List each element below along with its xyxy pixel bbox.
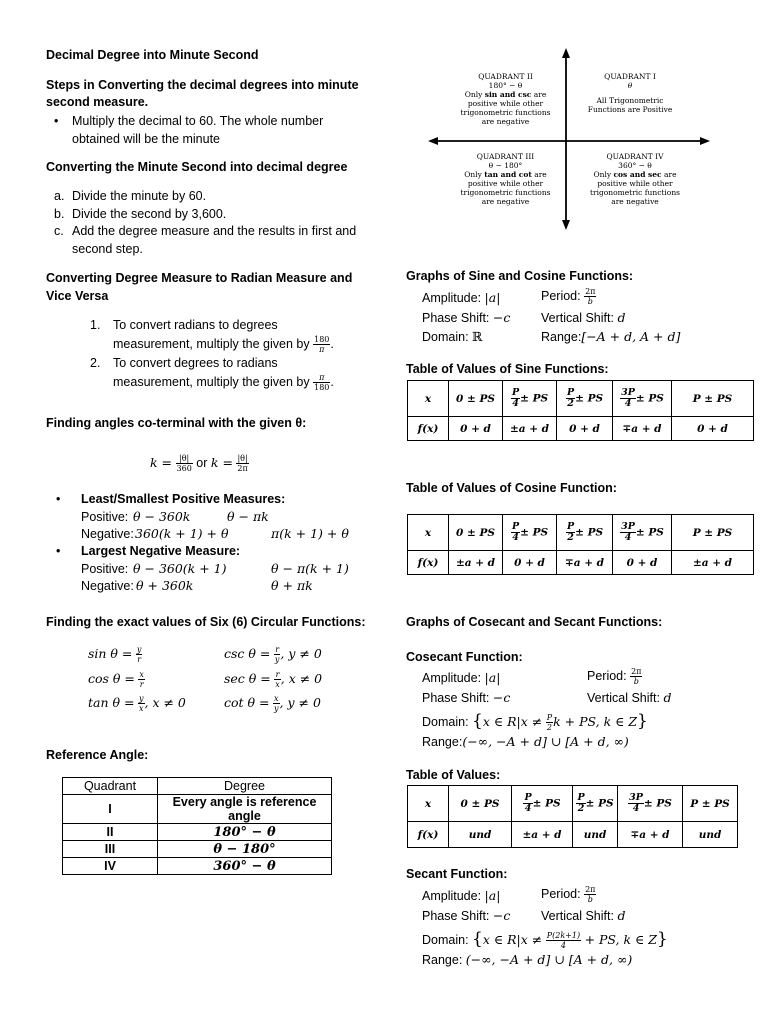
quadrant-3-label: QUADRANT III θ − 180° Only tan and cot are positive while other trigonometric functions are negative <box>460 152 551 206</box>
table-header: $\frac{3P}{4}$ ± PS <box>613 381 672 417</box>
range: Range:[−A + d, A + d] <box>541 329 681 344</box>
least-positive-1: θ − 360k <box>133 509 191 524</box>
radian-heading: Converting Degree Measure to Radian Measure and Vice Versa <box>46 271 353 303</box>
least-negative-label: Negative: <box>81 527 134 541</box>
table-row <box>408 381 754 417</box>
sec-vertical-shift: Vertical Shift: d <box>541 908 626 923</box>
table-row <box>63 778 332 795</box>
table-header: $\frac{P}{4}$ ± PS <box>512 786 573 822</box>
table-cell: IV <box>63 858 158 875</box>
cosecant-table <box>407 785 738 848</box>
circular-heading: Finding the exact values of Six (6) Circular Functions: <box>46 615 366 629</box>
table-cell: und <box>449 822 512 848</box>
table-cell: ±a + d <box>672 551 754 575</box>
table-cell: und <box>573 822 618 848</box>
csc-domain: Domain: {x ∈ R|x ≠ $\frac{P}{2}$ k + PS, k ∈ Z} <box>422 711 648 733</box>
list-marker: c. <box>54 224 64 238</box>
largest-negative-1: θ + 360k <box>136 578 194 593</box>
table-cell: f(x) <box>408 822 449 848</box>
sec-amplitude: Amplitude: |a| <box>422 888 501 903</box>
table-cell: und <box>683 822 738 848</box>
largest-positive-1: θ − 360(k + 1) <box>133 561 227 576</box>
list-text: To convert radians to degrees measurement, multiply the given by <box>113 318 310 351</box>
secant-heading: Secant Function: <box>406 867 508 881</box>
table-row <box>63 858 332 875</box>
bullet-dot: • <box>56 544 61 558</box>
quadrant-2-label: QUADRANT II 180° − θ Only sin and csc are positive while other trigonometric functions are negative <box>460 72 551 126</box>
least-positive-label: Positive: <box>81 510 129 524</box>
cosecant-heading: Cosecant Function: <box>406 650 523 664</box>
min-sec-list <box>54 188 364 258</box>
amplitude: Amplitude: |a| <box>422 290 501 305</box>
table-cell: III <box>63 841 158 858</box>
list-marker: b. <box>54 206 65 221</box>
reference-heading: Reference Angle: <box>46 748 149 762</box>
sine-table-heading: Table of Values of Sine Functions: <box>406 362 609 376</box>
table-header: $\frac{3P}{4}$ ± PS <box>613 515 672 551</box>
table-cell: ±a + d <box>503 417 557 441</box>
table-header: 0 ± PS <box>449 515 503 551</box>
list-marker: a. <box>54 189 65 203</box>
list-text: Divide the minute by 60. <box>72 189 207 203</box>
table-row <box>63 841 332 858</box>
table-cell: I <box>63 795 158 824</box>
fraction: $\frac{180}{\pi}$ <box>314 335 330 355</box>
circ-cos: cos θ = $\frac{x}{r}$ <box>88 670 144 689</box>
quadrant-4-label: QUADRANT IV 360° − θ Only cos and sec are positive while other trigonometric functions are negative <box>589 152 681 206</box>
table-cell: ∓a + d <box>613 417 672 441</box>
least-negative-2: π(k + 1) + θ <box>271 526 349 541</box>
csc-amplitude: Amplitude: |a| <box>422 670 501 685</box>
table-header: $\frac{P}{2}$ ± PS <box>557 381 613 417</box>
list-text: To convert degrees to radians measurement, multiply the given by <box>113 356 310 390</box>
csc-table-heading: Table of Values: <box>406 768 501 782</box>
table-cell: II <box>63 824 158 841</box>
csc-range: Range:(−∞, −A + d] ∪ [A + d, ∞) <box>422 734 629 749</box>
bullet-dot: • <box>56 492 61 506</box>
csc-vertical-shift: Vertical Shift: d <box>587 690 672 705</box>
radian-list <box>90 316 360 392</box>
table-cell: 0 + d <box>672 417 754 441</box>
csc-phase-shift: Phase Shift: −c <box>422 690 511 705</box>
table-header: x <box>408 515 449 551</box>
table-row <box>408 417 754 441</box>
circ-cot: cot θ = $\frac{x}{y}$ , y ≠ 0 <box>224 694 321 713</box>
csc-period: Period: $\frac{2\pi}{b}$ <box>587 667 642 686</box>
circ-sec: sec θ = $\frac{r}{x}$ , x ≠ 0 <box>224 670 323 689</box>
least-negative-1: 360(k + 1) + θ <box>135 526 229 541</box>
table-cell: 180° − θ <box>158 824 332 841</box>
table-row <box>408 786 738 822</box>
table-header: x <box>408 786 449 822</box>
quadrant-1-label: QUADRANT I θ All Trigonometric Functions are Positive <box>587 72 673 114</box>
table-header: $\frac{P}{2}$ ± PS <box>573 786 618 822</box>
table-row <box>408 822 738 848</box>
largest-positive-label: Positive: <box>81 562 129 576</box>
table-row <box>408 515 754 551</box>
table-header: $\frac{P}{4}$ ± PS <box>503 515 557 551</box>
table-cell: ∓a + d <box>557 551 613 575</box>
steps-bullet-text: Multiply the decimal to 60. The whole number obtained will be the minute <box>72 114 324 146</box>
list-marker: 2. <box>90 356 101 371</box>
table-cell: ±a + d <box>449 551 503 575</box>
table-header: Degree <box>158 778 332 795</box>
table-header: $\frac{P}{2}$ ± PS <box>557 515 613 551</box>
table-header: P ± PS <box>683 786 738 822</box>
list-item <box>54 223 364 258</box>
sec-range: Range: (−∞, −A + d] ∪ [A + d, ∞) <box>422 952 633 967</box>
sec-domain: Domain: {x ∈ R|x ≠ $\frac{P(2k+1)}{4}$ + PS, k ∈ Z} <box>422 929 668 951</box>
cosine-table <box>407 514 754 575</box>
coterminal-heading: Finding angles co-terminal with the given θ: <box>46 416 307 430</box>
table-header: x <box>408 381 449 417</box>
sec-period: Period: $\frac{2\pi}{b}$ <box>541 885 596 904</box>
table-cell: f(x) <box>408 417 449 441</box>
largest-negative-label: Negative: <box>81 579 134 593</box>
table-cell: θ − 180° <box>158 841 332 858</box>
list-text: Divide the second by 3,600. <box>72 206 227 221</box>
largest-positive-2: θ − π(k + 1) <box>271 561 349 576</box>
table-cell: 0 + d <box>449 417 503 441</box>
list-item: 1. To convert radians to degrees measurement, multiply the given by $\frac{180}{\pi}$ . <box>90 318 334 355</box>
section-title-decimal: Decimal Degree into Minute Second <box>46 48 259 62</box>
list-marker: 1. <box>90 318 101 332</box>
circ-tan: tan θ = $\frac{y}{x}$ , x ≠ 0 <box>88 694 186 713</box>
vertical-shift: Vertical Shift: d <box>541 310 626 325</box>
list-item <box>54 206 364 224</box>
table-cell: f(x) <box>408 551 449 575</box>
table-cell: ±a + d <box>512 822 573 848</box>
coterminal-formula: k = $\frac{|\theta|}{360}$ or k = $\frac{|\theta|}{2\pi}$ <box>150 454 248 473</box>
cos-table-heading: Table of Values of Cosine Function: <box>406 481 617 495</box>
csc-sec-heading: Graphs of Cosecant and Secant Functions: <box>406 615 663 629</box>
table-row <box>408 551 754 575</box>
circ-csc: csc θ = $\frac{r}{y}$ , y ≠ 0 <box>224 645 322 664</box>
table-row <box>63 824 332 841</box>
table-cell: 0 + d <box>557 417 613 441</box>
sec-phase-shift: Phase Shift: −c <box>422 908 511 923</box>
table-header: $\frac{3P}{4}$ ± PS <box>618 786 683 822</box>
table-cell: Every angle is reference angle <box>158 795 332 824</box>
table-header: P ± PS <box>672 381 754 417</box>
table-row <box>63 795 332 824</box>
table-cell: 360° − θ <box>158 858 332 875</box>
table-cell: ∓a + d <box>618 822 683 848</box>
least-heading: Least/Smallest Positive Measures: <box>81 492 286 506</box>
period: Period: $\frac{2\pi}{b}$ <box>541 287 596 306</box>
sincos-heading: Graphs of Sine and Cosine Functions: <box>406 269 634 283</box>
steps-heading: Steps in Converting the decimal degrees into minute second measure. <box>46 78 359 109</box>
domain: Domain: ℝ <box>422 329 483 344</box>
list-text: Add the degree measure and the results in first and second step. <box>72 224 357 256</box>
table-header: 0 ± PS <box>449 786 512 822</box>
table-header: Quadrant <box>63 778 158 795</box>
reference-angle-table <box>62 777 332 875</box>
largest-negative-2: θ + πk <box>271 578 313 593</box>
fraction: $\frac{\pi}{180}$ <box>314 373 330 393</box>
table-cell: 0 + d <box>613 551 672 575</box>
steps-bullet <box>54 112 354 148</box>
largest-heading: Largest Negative Measure: <box>81 544 241 558</box>
phase-shift: Phase Shift: −c <box>422 310 511 325</box>
circ-sin: sin θ = $\frac{y}{r}$ <box>88 645 142 664</box>
list-item: 2. To convert degrees to radians measurement, multiply the given by $\frac{\pi}{180}$ . <box>90 356 334 393</box>
min-sec-heading: Converting the Minute Second into decimal degree <box>46 160 348 174</box>
least-positive-2: θ − πk <box>227 509 269 524</box>
table-header: 0 ± PS <box>449 381 503 417</box>
bullet-dot: • <box>54 114 59 128</box>
sine-table <box>407 380 754 441</box>
list-item <box>54 188 364 206</box>
table-cell: 0 + d <box>503 551 557 575</box>
table-header: $\frac{P}{4}$ ± PS <box>503 381 557 417</box>
table-header: P ± PS <box>672 515 754 551</box>
